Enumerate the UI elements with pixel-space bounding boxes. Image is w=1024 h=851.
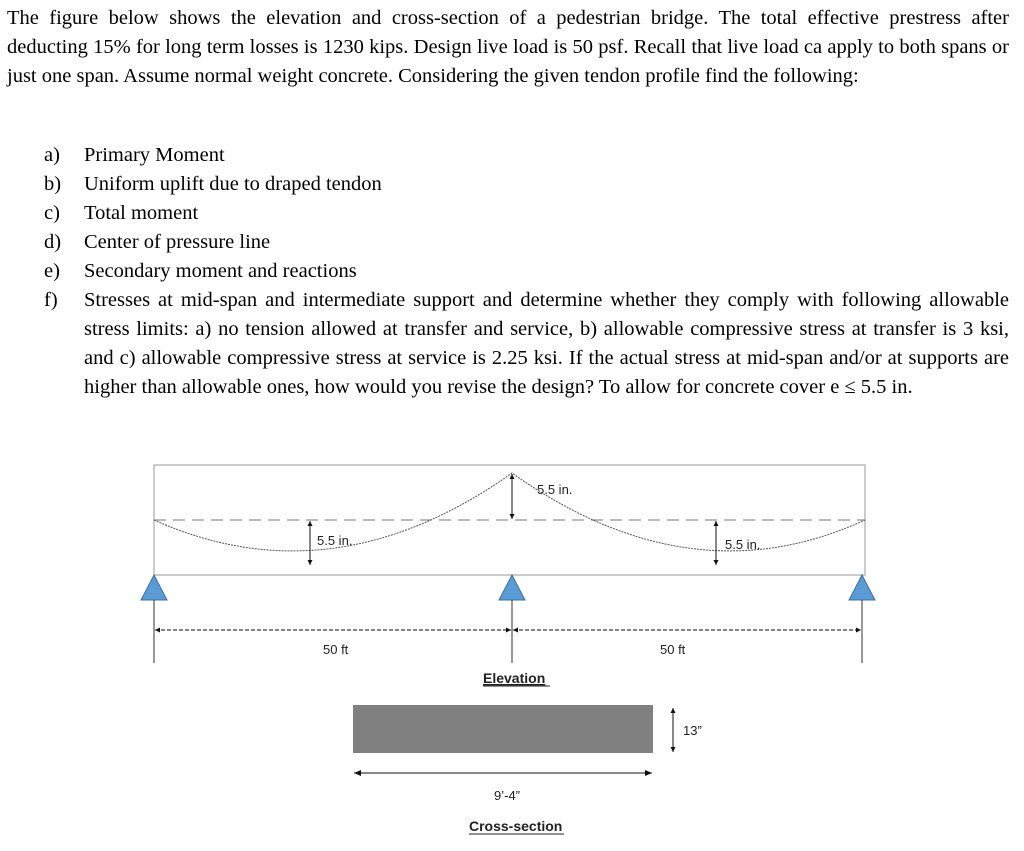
item-letter: a) — [44, 144, 60, 166]
item-text: Primary Moment — [84, 144, 225, 166]
bridge-figure — [0, 440, 1024, 851]
item-text: Center of pressure line — [84, 231, 271, 253]
list-item — [0, 286, 1009, 402]
middle-support — [499, 575, 525, 600]
support-eccentricity-label: 5.5 in. — [537, 482, 573, 497]
item-letter: c) — [44, 202, 60, 224]
item-letter: b) — [44, 173, 62, 195]
depth-label: 13” — [683, 723, 702, 738]
item-letter: e) — [44, 260, 60, 282]
item-letter: f) — [44, 289, 58, 311]
problem-intro: The figure below shows the elevation and cross-section of a pedestrian bridge. The total effective prestress after deducting 15% for long term losses is 1230 kips. Design live load is 50 psf. Recall that live load ca apply to both spans or just one span. Assume normal weight concrete. Considering the given tendon profile find the following: — [7, 7, 1009, 87]
cross-section-title: Cross-section — [469, 818, 563, 834]
question-list — [0, 141, 1024, 402]
elevation-title: Elevation — [483, 670, 546, 686]
span2-length-label: 50 ft — [660, 642, 686, 657]
span2-eccentricity-label: 5.5 in. — [725, 537, 761, 552]
item-letter: d) — [44, 231, 62, 253]
list-item — [0, 141, 1009, 170]
cross-section-shape — [353, 705, 653, 753]
right-support — [849, 575, 875, 600]
span1-eccentricity-label: 5.5 in. — [317, 533, 353, 548]
item-text: Stresses at mid-span and intermediate support and determine whether they comply with following allowable stress limits: a) no tension allowed at transfer and service, b) allowable compressive stress at transfer is 3 ksi, and c) allowable compressive stress at service is 2.25 ksi. If the actual stress at mid-span and/or at supports are higher than allowable ones, how would you revise the design? To allow for concrete cover e ≤ 5.5 in. — [84, 289, 1009, 398]
list-item — [0, 257, 1009, 286]
list-item — [0, 228, 1009, 257]
item-text: Secondary moment and reactions — [84, 260, 357, 282]
item-text: Total moment — [84, 202, 199, 224]
width-label: 9’-4” — [494, 788, 521, 803]
left-support — [141, 575, 167, 600]
list-item — [0, 199, 1009, 228]
span1-length-label: 50 ft — [323, 642, 349, 657]
list-item — [0, 170, 1009, 199]
item-text: Uniform uplift due to draped tendon — [84, 173, 382, 195]
